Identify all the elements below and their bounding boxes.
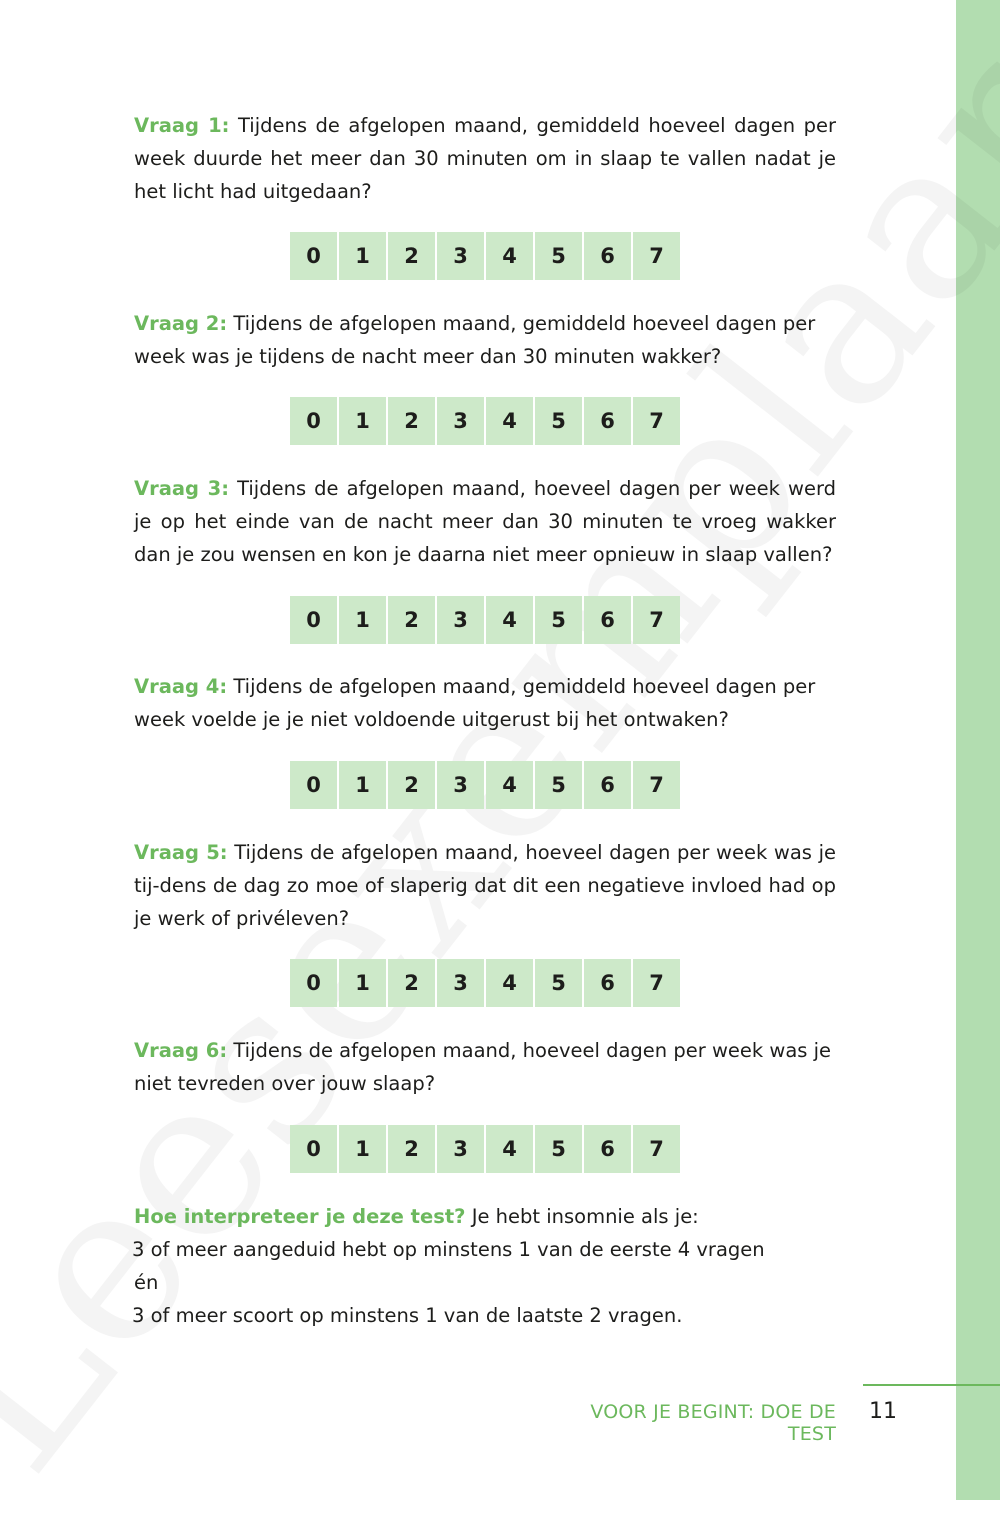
answer-1-option-2[interactable]: 2 — [388, 232, 435, 280]
footer-rule — [863, 1384, 1000, 1386]
answer-1-option-3[interactable]: 3 — [437, 232, 484, 280]
answer-scale-1 — [290, 232, 680, 280]
question-6 — [134, 1034, 836, 1100]
answer-6-option-7[interactable]: 7 — [633, 1125, 680, 1173]
question-6-text: Tijdens de afgelopen maand, hoeveel dagen per week was je niet tevreden over jouw slaap? — [134, 1039, 832, 1095]
interpretation-title: Hoe interpreteer je deze test? — [134, 1205, 466, 1228]
question-1-label: Vraag 1: — [134, 114, 230, 137]
answer-6-option-3[interactable]: 3 — [437, 1125, 484, 1173]
answer-3-option-7[interactable]: 7 — [633, 596, 680, 644]
answer-6-option-1[interactable]: 1 — [339, 1125, 386, 1173]
question-5-text: Tijdens de afgelopen maand, hoeveel dagen per week was je tij-dens de dag zo moe of slaperig dat dit een negatieve invloed had op je werk of privéleven? — [134, 841, 837, 930]
answer-4-option-5[interactable]: 5 — [535, 761, 582, 809]
answer-1-option-4[interactable]: 4 — [486, 232, 533, 280]
question-4-label: Vraag 4: — [134, 675, 228, 698]
question-1 — [134, 109, 836, 208]
answer-1-option-1[interactable]: 1 — [339, 232, 386, 280]
answer-6-option-0[interactable]: 0 — [290, 1125, 337, 1173]
answer-scale-6 — [290, 1125, 680, 1173]
answer-6-option-6[interactable]: 6 — [584, 1125, 631, 1173]
answer-5-option-4[interactable]: 4 — [486, 959, 533, 1007]
interpretation — [134, 1200, 765, 1332]
answer-4-option-4[interactable]: 4 — [486, 761, 533, 809]
question-4-text: Tijdens de afgelopen maand, gemiddeld hoeveel dagen per week voelde je je niet voldoende uitgerust bij het ontwaken? — [134, 675, 816, 731]
answer-2-option-5[interactable]: 5 — [535, 397, 582, 445]
question-2 — [134, 307, 836, 373]
answer-2-option-3[interactable]: 3 — [437, 397, 484, 445]
answer-scale-2 — [290, 397, 680, 445]
answer-5-option-7[interactable]: 7 — [633, 959, 680, 1007]
answer-1-option-7[interactable]: 7 — [633, 232, 680, 280]
question-4 — [134, 670, 836, 736]
question-6-label: Vraag 6: — [134, 1039, 228, 1062]
answer-1-option-0[interactable]: 0 — [290, 232, 337, 280]
answer-2-option-2[interactable]: 2 — [388, 397, 435, 445]
question-5 — [134, 836, 836, 935]
answer-2-option-0[interactable]: 0 — [290, 397, 337, 445]
interpretation-line-3: 3 of meer scoort op minstens 1 van de laatste 2 vragen. — [132, 1304, 683, 1327]
answer-scale-5 — [290, 959, 680, 1007]
answer-2-option-7[interactable]: 7 — [633, 397, 680, 445]
question-3 — [134, 472, 836, 571]
answer-3-option-0[interactable]: 0 — [290, 596, 337, 644]
answer-3-option-5[interactable]: 5 — [535, 596, 582, 644]
answer-4-option-0[interactable]: 0 — [290, 761, 337, 809]
interpretation-line-2: én — [134, 1271, 159, 1294]
answer-3-option-6[interactable]: 6 — [584, 596, 631, 644]
answer-4-option-1[interactable]: 1 — [339, 761, 386, 809]
side-color-bar — [956, 0, 1000, 1500]
answer-4-option-7[interactable]: 7 — [633, 761, 680, 809]
answer-scale-4 — [290, 761, 680, 809]
answer-5-option-5[interactable]: 5 — [535, 959, 582, 1007]
answer-5-option-2[interactable]: 2 — [388, 959, 435, 1007]
interpretation-line-1: 3 of meer aangeduid hebt op minstens 1 van de eerste 4 vragen — [132, 1238, 765, 1261]
question-1-text: Tijdens de afgelopen maand, gemiddeld hoeveel dagen per week duurde het meer dan 30 minuten om in slaap te vallen nadat je het licht had uitgedaan? — [134, 114, 837, 203]
answer-6-option-2[interactable]: 2 — [388, 1125, 435, 1173]
answer-1-option-6[interactable]: 6 — [584, 232, 631, 280]
answer-3-option-2[interactable]: 2 — [388, 596, 435, 644]
answer-2-option-4[interactable]: 4 — [486, 397, 533, 445]
question-3-label: Vraag 3: — [134, 477, 230, 500]
answer-1-option-5[interactable]: 5 — [535, 232, 582, 280]
question-5-label: Vraag 5: — [134, 841, 228, 864]
question-3-text: Tijdens de afgelopen maand, hoeveel dagen per week werd je op het einde van de nacht meer dan 30 minuten te vroeg wakker dan je zou wensen en kon je daarna niet meer opnieuw in slaap vallen? — [134, 477, 837, 566]
page-number: 11 — [869, 1399, 897, 1424]
answer-5-option-1[interactable]: 1 — [339, 959, 386, 1007]
answer-6-option-4[interactable]: 4 — [486, 1125, 533, 1173]
answer-5-option-0[interactable]: 0 — [290, 959, 337, 1007]
question-2-label: Vraag 2: — [134, 312, 228, 335]
interpretation-intro: Je hebt insomnie als je: — [471, 1205, 699, 1228]
question-2-text: Tijdens de afgelopen maand, gemiddeld hoeveel dagen per week was je tijdens de nacht meer dan 30 minuten wakker? — [134, 312, 816, 368]
footer-section-title: VOOR JE BEGINT: DOE DE TEST — [590, 1401, 836, 1445]
answer-4-option-3[interactable]: 3 — [437, 761, 484, 809]
answer-4-option-6[interactable]: 6 — [584, 761, 631, 809]
answer-3-option-4[interactable]: 4 — [486, 596, 533, 644]
answer-scale-3 — [290, 596, 680, 644]
answer-3-option-1[interactable]: 1 — [339, 596, 386, 644]
answer-4-option-2[interactable]: 2 — [388, 761, 435, 809]
answer-2-option-6[interactable]: 6 — [584, 397, 631, 445]
answer-6-option-5[interactable]: 5 — [535, 1125, 582, 1173]
answer-5-option-3[interactable]: 3 — [437, 959, 484, 1007]
answer-5-option-6[interactable]: 6 — [584, 959, 631, 1007]
answer-3-option-3[interactable]: 3 — [437, 596, 484, 644]
answer-2-option-1[interactable]: 1 — [339, 397, 386, 445]
